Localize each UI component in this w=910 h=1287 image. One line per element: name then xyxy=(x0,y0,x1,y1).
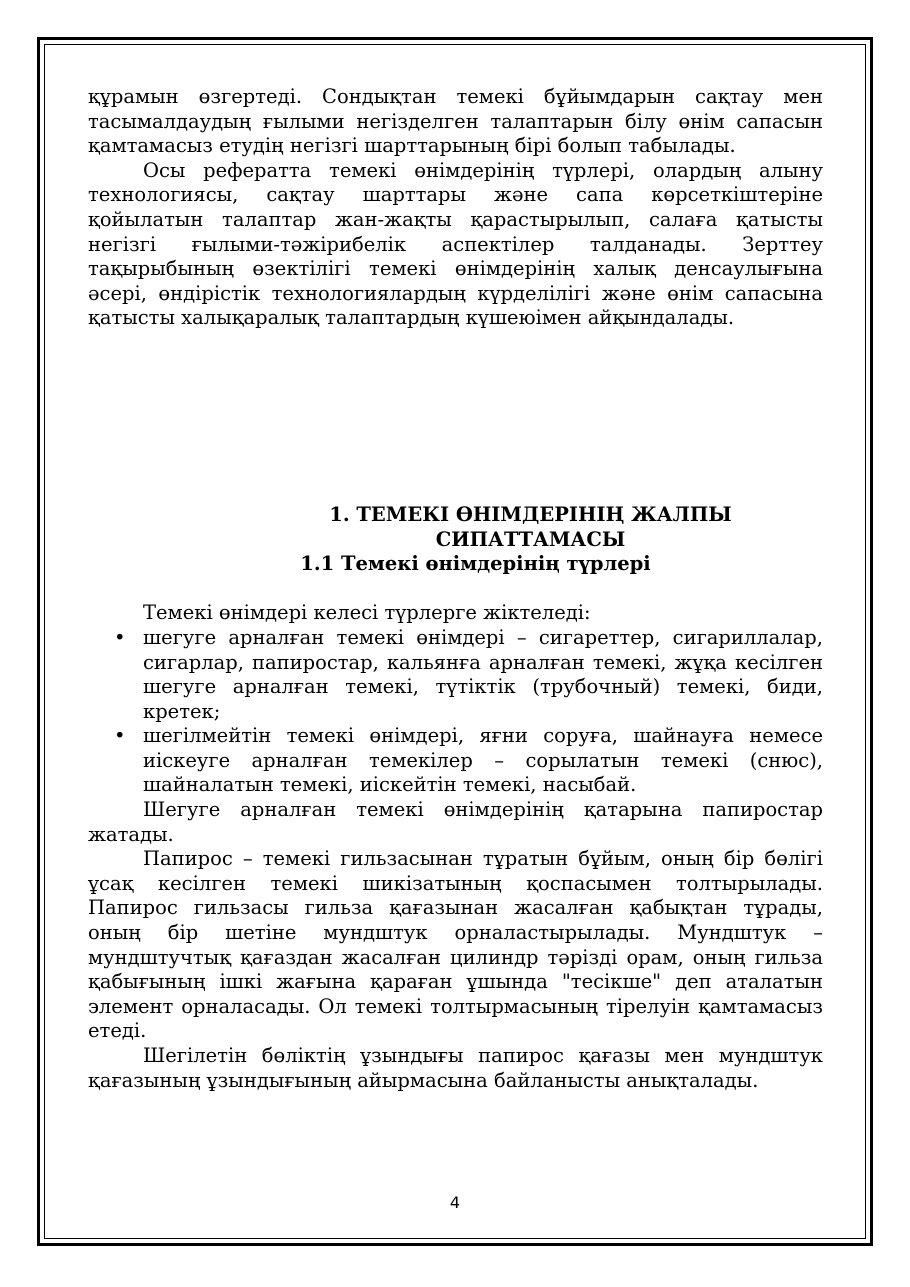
document-body xyxy=(88,85,823,1093)
section-heading xyxy=(88,503,823,552)
section-heading-line1: 1. ТЕМЕКІ ӨНІМДЕРІНІҢ ЖАЛПЫ xyxy=(329,502,732,526)
paragraph-intro: Темекі өнімдері келесі түрлерге жіктеледі: xyxy=(143,601,591,625)
list-item-text: шегуге арналған темекі өнімдері – сигареттер, сигариллалар, сигарлар, папиростар, кальянға арналған темекі, жұқа кесілген шегуге арналған темекі, түтіктік (трубочный) темекі, биди, кретек; xyxy=(143,625,823,723)
list-item-text: шегілмейтін темекі өнімдері, яғни соруға, шайнауға немесе иіскеуге арналған темекілер – сорылатын темекі (снюс), шайналатын темекі, иіскейтін темекі, насыбай. xyxy=(143,724,823,797)
bullet-icon: • xyxy=(114,625,126,649)
list-item xyxy=(88,724,823,798)
blank-line xyxy=(88,577,823,602)
paragraph-papirosy: Шегуге арналған темекі өнімдерінің қатарына папиростар жатады. xyxy=(88,798,823,846)
paragraph-length: Шегілетін бөліктің ұзындығы папирос қағазы мен мундштук қағазының ұзындығының айырмасына байланысты анықталады. xyxy=(88,1044,823,1092)
bullet-list xyxy=(88,626,823,798)
page-number: 4 xyxy=(449,1193,461,1212)
paragraph-abstract: Осы рефератта темекі өнімдерінің түрлері, олардың алыну технологиясы, сақтау шарттары және сапа көрсеткіштеріне қойылатын талаптар жан-жақты қарастырылып, салаға қатысты негізгі ғылыми-тәжірибелік аспектілер талданады. Зерттеу тақырыбының өзектілігі темекі өнімдерінің халық денсаулығына әсері, өндірістік технологиялардың күрделілігі және өнім сапасына қатысты халықаралық талаптардың күшеюімен айқындалады. xyxy=(88,158,823,330)
paragraph-continuation: құрамын өзгертеді. Сондықтан темекі бұйымдарын сақтау мен тасымалдаудың ғылыми негізделген талаптарын білу өнім сапасын қамтамасыз етудің негізгі шарттарының бірі болып табылады. xyxy=(88,85,823,158)
section-heading-line2: СИПАТТАМАСЫ xyxy=(435,527,626,551)
blank-space xyxy=(88,331,823,503)
subsection-heading: 1.1 Темекі өнімдерінің түрлері xyxy=(300,552,651,576)
list-item xyxy=(88,626,823,724)
bullet-icon: • xyxy=(114,724,126,748)
paragraph-papiros-definition: Папирос – темекі гильзасынан тұратын бұйым, оның бір бөлігі ұсақ кесілген темекі шикізатының қоспасымен толтырылады. Папирос гильзасы гильза қағазынан жасалған қабықтан тұрады, оның бір шетіне мундштук орналастырылады. Мундштук – мундштучтық қағаздан жасалған цилиндр тәрізді орам, оның гильза қабығының ішкі жағына қараған ұшында "тесікше" деп аталатын элемент орналасады. Ол темекі толтырмасының тірелуін қамтамасыз етеді. xyxy=(88,847,823,1043)
